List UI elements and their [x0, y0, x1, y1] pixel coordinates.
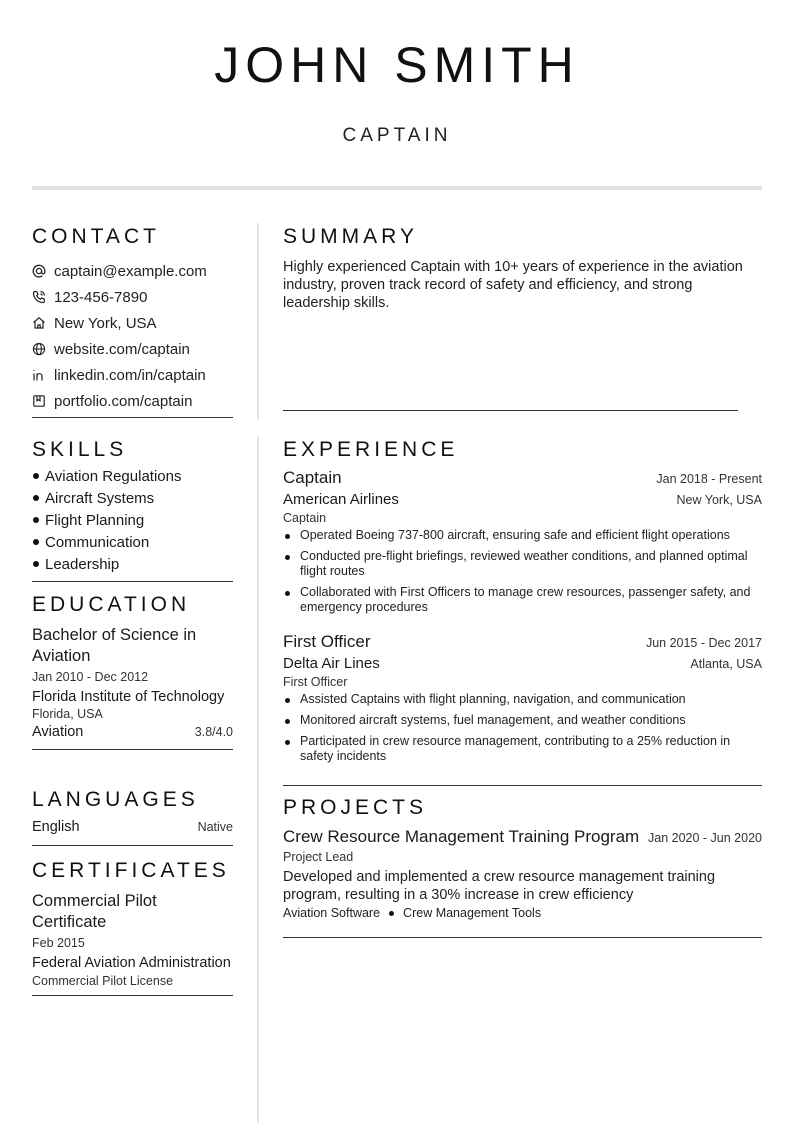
job-company: Delta Air Lines — [283, 655, 380, 672]
job-position: First Officer — [283, 675, 348, 689]
skills-divider — [32, 581, 233, 582]
certificate-issuer: Federal Aviation Administration — [32, 955, 231, 971]
education-gpa: 3.8/4.0 — [194, 725, 233, 739]
contact-location-text: New York, USA — [54, 314, 157, 332]
job-location: Atlanta, USA — [690, 657, 762, 671]
job-bullet: Monitored aircraft systems, fuel management, and weather conditions — [283, 713, 762, 728]
home-icon — [32, 316, 46, 330]
projects-title: PROJECTS — [283, 796, 428, 819]
education-location: Florida, USA — [32, 707, 103, 721]
job-entry — [283, 632, 762, 764]
skills-title: SKILLS — [32, 438, 128, 461]
job-bullets — [283, 692, 762, 764]
job-position: Captain — [283, 511, 327, 525]
bullet-icon — [33, 473, 39, 479]
phone-icon — [32, 290, 46, 304]
projects-section — [283, 795, 762, 920]
contact-website-text: website.com/captain — [54, 340, 190, 358]
education-divider — [32, 749, 233, 750]
contact-location — [32, 310, 233, 336]
skill-item: Communication — [32, 532, 233, 554]
languages-section — [32, 787, 233, 846]
contact-section — [32, 224, 233, 418]
education-grade-row — [32, 724, 233, 740]
skill-item: Aviation Regulations — [32, 466, 233, 488]
job-bullet: Participated in crew resource management, contributing to a 25% reduction in safety incidents — [283, 734, 762, 764]
bullet-icon — [33, 517, 39, 523]
bullet-icon — [33, 495, 39, 501]
contact-portfolio-text: portfolio.com/captain — [54, 392, 193, 410]
job-title: First Officer — [283, 632, 371, 651]
contact-email-text: captain@example.com — [54, 262, 207, 280]
project-name: Crew Resource Management Training Program — [283, 827, 640, 846]
job-title: Captain — [283, 468, 342, 487]
education-dates: Jan 2010 - Dec 2012 — [32, 670, 149, 684]
job-dates: Jan 2018 - Present — [656, 472, 762, 486]
linkedin-icon — [32, 368, 46, 382]
certificates-title: CERTIFICATES — [32, 859, 230, 882]
job-dates: Jun 2015 - Dec 2017 — [645, 636, 762, 650]
summary-text: Highly experienced Captain with 10+ years of experience in the aviation industry, proven track record of safety and efficiency, and strong leadership skills. — [283, 259, 743, 311]
job-bullet: Collaborated with First Officers to manage crew resources, passenger safety, and emergency procedures — [283, 585, 762, 615]
certificate-date: Feb 2015 — [32, 936, 85, 950]
language-level: Native — [197, 820, 233, 834]
certificates-divider — [32, 995, 233, 996]
contact-phone-text: 123-456-7890 — [54, 288, 148, 306]
contact-divider — [32, 417, 233, 418]
project-dates: Jan 2020 - Jun 2020 — [648, 831, 762, 845]
portfolio-icon — [32, 394, 46, 408]
education-field: Aviation — [32, 724, 84, 740]
projects-divider — [283, 937, 762, 938]
certificates-section — [32, 858, 233, 996]
bullet-icon — [33, 539, 39, 545]
job-bullets — [283, 528, 762, 615]
project-description: Developed and implemented a crew resource management training program, resulting in a 30% increase in crew efficiency — [283, 869, 716, 903]
summary-title: SUMMARY — [283, 225, 418, 248]
contact-linkedin-text: linkedin.com/in/captain — [54, 366, 206, 384]
skill-item: Leadership — [32, 554, 233, 576]
education-school: Florida Institute of Technology — [32, 689, 225, 705]
column-divider-bottom — [257, 436, 259, 1123]
bullet-icon — [389, 911, 394, 916]
header-divider — [32, 186, 762, 190]
language-row — [32, 819, 233, 835]
candidate-role: CAPTAIN — [342, 125, 452, 146]
experience-title: EXPERIENCE — [283, 438, 459, 461]
project-role: Project Lead — [283, 850, 354, 864]
contact-portfolio[interactable] — [32, 388, 233, 414]
summary-section — [283, 224, 762, 312]
globe-icon — [32, 342, 46, 356]
bullet-icon — [33, 561, 39, 567]
job-bullet: Operated Boeing 737-800 aircraft, ensuring safe and efficient flight operations — [283, 528, 762, 543]
job-company: American Airlines — [283, 491, 399, 508]
language-name: English — [32, 819, 80, 835]
languages-divider — [32, 845, 233, 846]
certificate-name: Commercial Pilot Certificate — [32, 892, 157, 931]
certificate-detail: Commercial Pilot License — [32, 974, 174, 988]
project-tags — [283, 906, 762, 920]
job-bullet: Conducted pre-flight briefings, reviewed weather conditions, and planned optimal flight routes — [283, 549, 762, 579]
summary-divider — [283, 410, 738, 411]
contact-phone[interactable] — [32, 284, 233, 310]
job-bullet: Assisted Captains with flight planning, navigation, and communication — [283, 692, 762, 707]
project-tag: Crew Management Tools — [403, 906, 542, 920]
education-section — [32, 592, 233, 750]
skill-item: Aircraft Systems — [32, 488, 233, 510]
job-entry — [283, 468, 762, 615]
contact-website[interactable] — [32, 336, 233, 362]
at-icon — [32, 264, 46, 278]
languages-title: LANGUAGES — [32, 788, 199, 811]
contact-title: CONTACT — [32, 225, 160, 248]
education-title: EDUCATION — [32, 593, 191, 616]
experience-section — [283, 437, 762, 770]
contact-linkedin[interactable] — [32, 362, 233, 388]
skills-section — [32, 437, 233, 582]
candidate-name: JOHN SMITH — [214, 37, 580, 93]
education-degree: Bachelor of Science in Aviation — [32, 626, 197, 665]
job-location: New York, USA — [676, 493, 762, 507]
contact-email[interactable] — [32, 258, 233, 284]
column-divider-top — [257, 223, 259, 420]
skill-item: Flight Planning — [32, 510, 233, 532]
experience-divider — [283, 785, 762, 786]
project-tag: Aviation Software — [283, 906, 381, 920]
